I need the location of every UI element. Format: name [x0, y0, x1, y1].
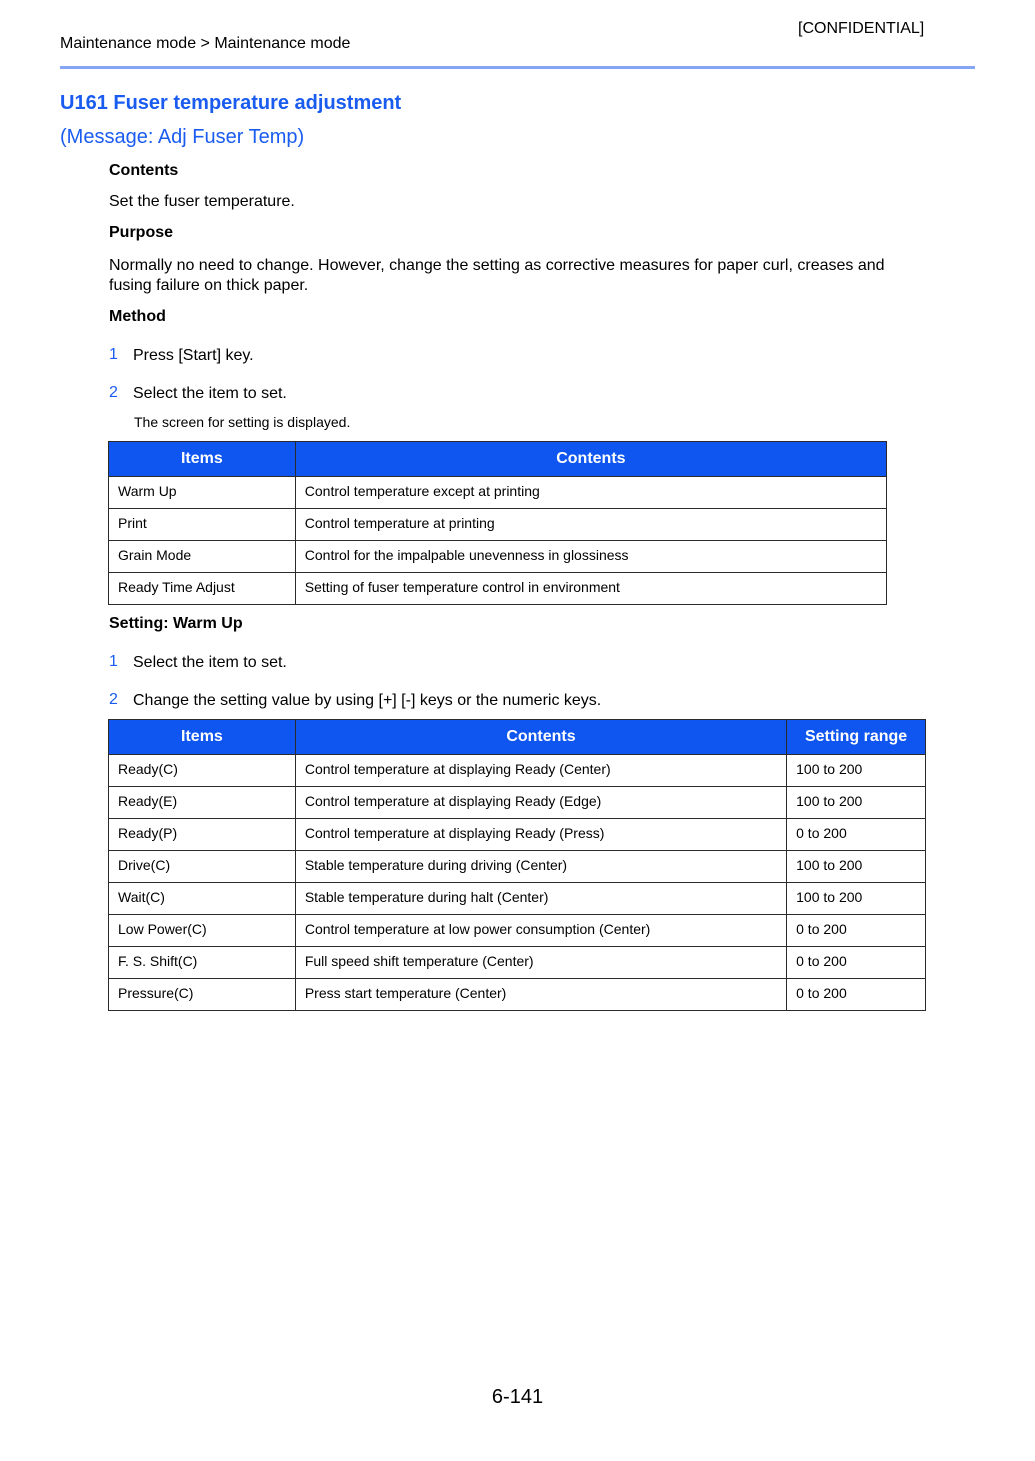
- table-row: [109, 509, 887, 541]
- range-cell: 100 to 200: [787, 755, 926, 787]
- warmup-step-2-text: Change the setting value by using [+] [-] keys or the numeric keys.: [133, 692, 602, 709]
- table-row: [109, 787, 926, 819]
- contents-column-header: Contents: [295, 442, 886, 477]
- setting-range-column-header: Setting range: [787, 720, 926, 755]
- contents-cell: Setting of fuser temperature control in environment: [295, 573, 886, 605]
- method-step-1-number: 1: [109, 346, 118, 363]
- method-step-2-text: Select the item to set.: [133, 385, 287, 402]
- item-cell: Warm Up: [109, 477, 296, 509]
- page-number: 6-141: [491, 1386, 544, 1408]
- items-column-header: Items: [109, 442, 296, 477]
- contents-cell: Press start temperature (Center): [295, 979, 786, 1011]
- range-cell: 0 to 200: [787, 947, 926, 979]
- warmup-step-1-number: 1: [109, 653, 118, 670]
- item-cell: Pressure(C): [109, 979, 296, 1011]
- contents-cell: Control temperature at printing: [295, 509, 886, 541]
- items-table: [108, 441, 887, 605]
- item-cell: Low Power(C): [109, 915, 296, 947]
- purpose-text-line1: Normally no need to change. However, change the setting as corrective measures for paper curl, creases and: [109, 257, 885, 274]
- classification-label: [CONFIDENTIAL]: [798, 20, 925, 37]
- table-row: [109, 573, 887, 605]
- warmup-step-2-number: 2: [109, 691, 118, 708]
- contents-column-header: Contents: [295, 720, 786, 755]
- item-cell: Grain Mode: [109, 541, 296, 573]
- breadcrumb: Maintenance mode > Maintenance mode: [60, 35, 351, 52]
- contents-cell: Stable temperature during driving (Center): [295, 851, 786, 883]
- range-cell: 100 to 200: [787, 851, 926, 883]
- item-cell: Print: [109, 509, 296, 541]
- contents-cell: Control temperature at low power consumption (Center): [295, 915, 786, 947]
- items-column-header: Items: [109, 720, 296, 755]
- table-row: [109, 477, 887, 509]
- contents-cell: Control temperature at displaying Ready (Edge): [295, 787, 786, 819]
- warmup-step-1-text: Select the item to set.: [133, 654, 287, 671]
- contents-cell: Control for the impalpable unevenness in glossiness: [295, 541, 886, 573]
- item-cell: Ready Time Adjust: [109, 573, 296, 605]
- table-row: [109, 541, 887, 573]
- table-row: [109, 979, 926, 1011]
- item-cell: Ready(C): [109, 755, 296, 787]
- contents-cell: Stable temperature during halt (Center): [295, 883, 786, 915]
- contents-heading: Contents: [109, 162, 179, 179]
- page-subtitle: (Message: Adj Fuser Temp): [60, 126, 305, 148]
- contents-cell: Control temperature at displaying Ready (Press): [295, 819, 786, 851]
- item-cell: F. S. Shift(C): [109, 947, 296, 979]
- table-row: [109, 883, 926, 915]
- item-cell: Ready(P): [109, 819, 296, 851]
- table-row: [109, 851, 926, 883]
- page-title: U161 Fuser temperature adjustment: [60, 92, 402, 114]
- purpose-heading: Purpose: [109, 224, 174, 241]
- table-row: [109, 755, 926, 787]
- contents-cell: Control temperature except at printing: [295, 477, 886, 509]
- method-step-2-number: 2: [109, 384, 118, 401]
- header-divider: [60, 66, 975, 69]
- contents-cell: Full speed shift temperature (Center): [295, 947, 786, 979]
- item-cell: Drive(C): [109, 851, 296, 883]
- range-cell: 100 to 200: [787, 787, 926, 819]
- table-row: [109, 947, 926, 979]
- range-cell: 0 to 200: [787, 819, 926, 851]
- warmup-settings-table: [108, 719, 926, 1011]
- range-cell: 100 to 200: [787, 883, 926, 915]
- range-cell: 0 to 200: [787, 979, 926, 1011]
- contents-text: Set the fuser temperature.: [109, 193, 295, 210]
- warmup-heading: Setting: Warm Up: [109, 615, 243, 632]
- table-row: [109, 819, 926, 851]
- table-row: [109, 915, 926, 947]
- contents-cell: Control temperature at displaying Ready (Center): [295, 755, 786, 787]
- method-note: The screen for setting is displayed.: [134, 414, 351, 430]
- item-cell: Ready(E): [109, 787, 296, 819]
- range-cell: 0 to 200: [787, 915, 926, 947]
- method-step-1-text: Press [Start] key.: [133, 347, 254, 364]
- method-heading: Method: [109, 308, 166, 325]
- item-cell: Wait(C): [109, 883, 296, 915]
- purpose-text-line2: fusing failure on thick paper.: [109, 277, 309, 294]
